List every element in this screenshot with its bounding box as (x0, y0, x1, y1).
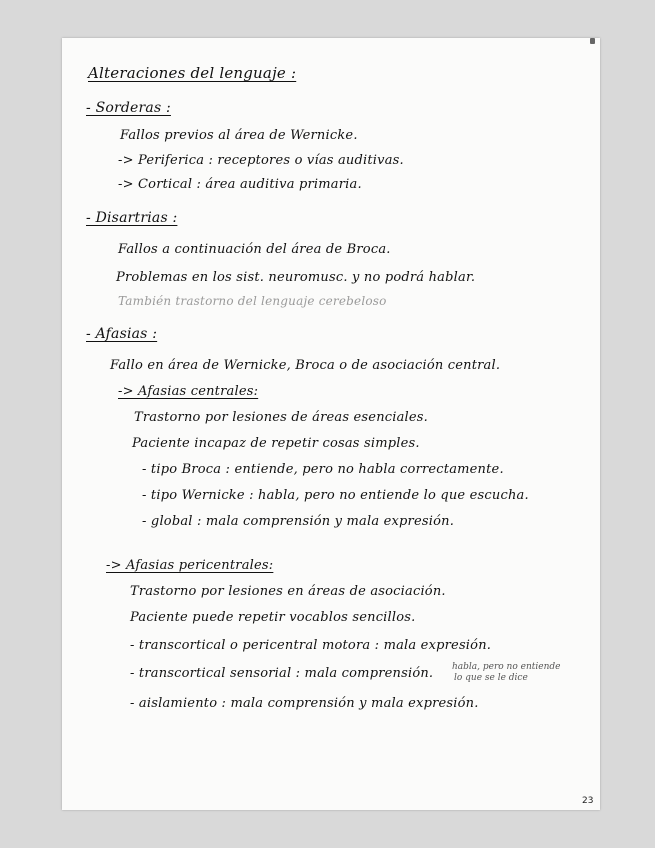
heading-afasias-pericentrales: -> Afasias pericentrales: (106, 558, 274, 573)
heading-afasias-centrales: -> Afasias centrales: (118, 384, 259, 399)
pericentrales-line-3: - transcortical o pericentral motora : mala expresión. (130, 638, 492, 653)
centrales-line-1: Trastorno por lesiones de áreas esenciales. (134, 410, 429, 425)
centrales-line-4: - tipo Wernicke : habla, pero no entiende lo que escucha. (142, 488, 529, 503)
centrales-line-3: - tipo Broca : entiende, pero no habla correctamente. (142, 462, 504, 477)
notebook-page (62, 38, 600, 810)
sorderas-line-2: -> Periferica : receptores o vías auditivas. (118, 153, 404, 168)
disartrias-line-1: Fallos a continuación del área de Broca. (118, 242, 391, 257)
pericentrales-side-note-1: habla, pero no entiende (452, 662, 561, 672)
pericentrales-line-4: - transcortical sensorial : mala comprensión. (130, 666, 434, 681)
sorderas-line-3: -> Cortical : área auditiva primaria. (118, 177, 362, 192)
afasias-line-1: Fallo en área de Wernicke, Broca o de asociación central. (110, 358, 501, 373)
centrales-line-5: - global : mala comprensión y mala expresión. (142, 514, 455, 529)
sorderas-line-1: Fallos previos al área de Wernicke. (120, 128, 358, 143)
disartrias-line-2: Problemas en los sist. neuromusc. y no podrá hablar. (116, 270, 476, 285)
pericentrales-line-1: Trastorno por lesiones en áreas de asociación. (130, 584, 446, 599)
pericentrales-line-2: Paciente puede repetir vocablos sencillos. (130, 610, 416, 625)
heading-disartrias: - Disartrias : (86, 210, 178, 226)
pericentrales-line-5: - aislamiento : mala comprensión y mala expresión. (130, 696, 479, 711)
centrales-line-2: Paciente incapaz de repetir cosas simples. (132, 436, 420, 451)
heading-afasias: - Afasias : (86, 326, 158, 342)
heading-sorderas: - Sorderas : (86, 100, 171, 116)
page-corner-mark (590, 38, 595, 44)
pericentrales-side-note-2: lo que se le dice (454, 673, 528, 683)
disartrias-line-3: También trastorno del lenguaje cerebeloso (118, 294, 387, 308)
page-number: 23 (582, 796, 594, 806)
page-title: Alteraciones del lenguaje : (88, 64, 297, 82)
